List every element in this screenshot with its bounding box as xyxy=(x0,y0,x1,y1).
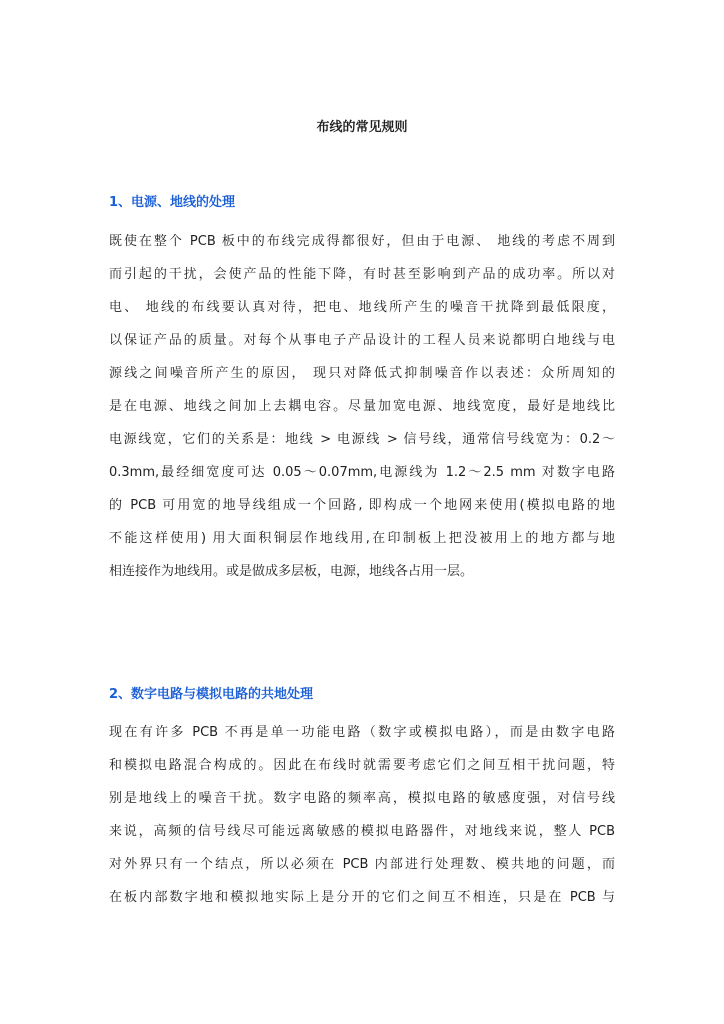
paragraph-line: 电源线宽，它们的关系是：地线 > 电源线 > 信号线，通常信号线宽为：0.2～ xyxy=(109,432,615,447)
paragraph-line: 源线之间噪音所产生的原因， 现只对降低式抑制噪音作以表述：众所周知的 xyxy=(109,366,615,381)
paragraph-line: 而引起的干扰，会使产品的性能下降，有时甚至影响到产品的成功率。所以对 xyxy=(109,267,615,282)
paragraph-line: 是在电源、地线之间加上去耦电容。尽量加宽电源、地线宽度，最好是地线比 xyxy=(109,399,615,414)
section-2-paragraph xyxy=(109,723,615,921)
paragraph-line: 现在有许多 PCB 不再是单一功能电路（数字或模拟电路），而是由数字电路 xyxy=(109,725,615,740)
document-title: 布线的常见规则 xyxy=(316,120,408,135)
paragraph-line: 对外界只有一个结点，所以必须在 PCB 内部进行处理数、模共地的问题，而 xyxy=(109,857,615,872)
paragraph-line: 以保证产品的质量。对每个从事电子产品设计的工程人员来说都明白地线与电 xyxy=(109,333,615,348)
paragraph-line: 别是地线上的噪音干扰。数字电路的频率高，模拟电路的敏感度强，对信号线 xyxy=(109,791,615,806)
paragraph-line: 0.3mm,最经细宽度可达 0.05～0.07mm,电源线为 1.2～2.5 mm 对数字电路 xyxy=(109,465,615,480)
paragraph-line: 不能这样使用) 用大面积铜层作地线用,在印制板上把没被用上的地方都与地 xyxy=(109,531,615,546)
section-1-heading: 1、电源、地线的处理 xyxy=(109,195,236,210)
section-2-heading: 2、数字电路与模拟电路的共地处理 xyxy=(109,687,314,702)
paragraph-line: 既使在整个 PCB 板中的布线完成得都很好，但由于电源、 地线的考虑不周到 xyxy=(109,234,615,249)
section-1-paragraph xyxy=(109,232,615,595)
paragraph-line: 相连接作为地线用。或是做成多层板，电源，地线各占用一层。 xyxy=(109,564,474,579)
paragraph-line: 在板内部数字地和模拟地实际上是分开的它们之间互不相连，只是在 PCB 与 xyxy=(109,890,615,905)
paragraph-line: 电、 地线的布线要认真对待，把电、地线所产生的噪音干扰降到最低限度， xyxy=(109,300,615,315)
paragraph-line: 和模拟电路混合构成的。因此在布线时就需要考虑它们之间互相干扰问题，特 xyxy=(109,758,615,773)
paragraph-line: 的 PCB 可用宽的地导线组成一个回路, 即构成一个地网来使用(模拟电路的地 xyxy=(109,498,615,513)
paragraph-line: 来说，高频的信号线尽可能远离敏感的模拟电路器件，对地线来说，整人 PCB xyxy=(109,824,615,839)
